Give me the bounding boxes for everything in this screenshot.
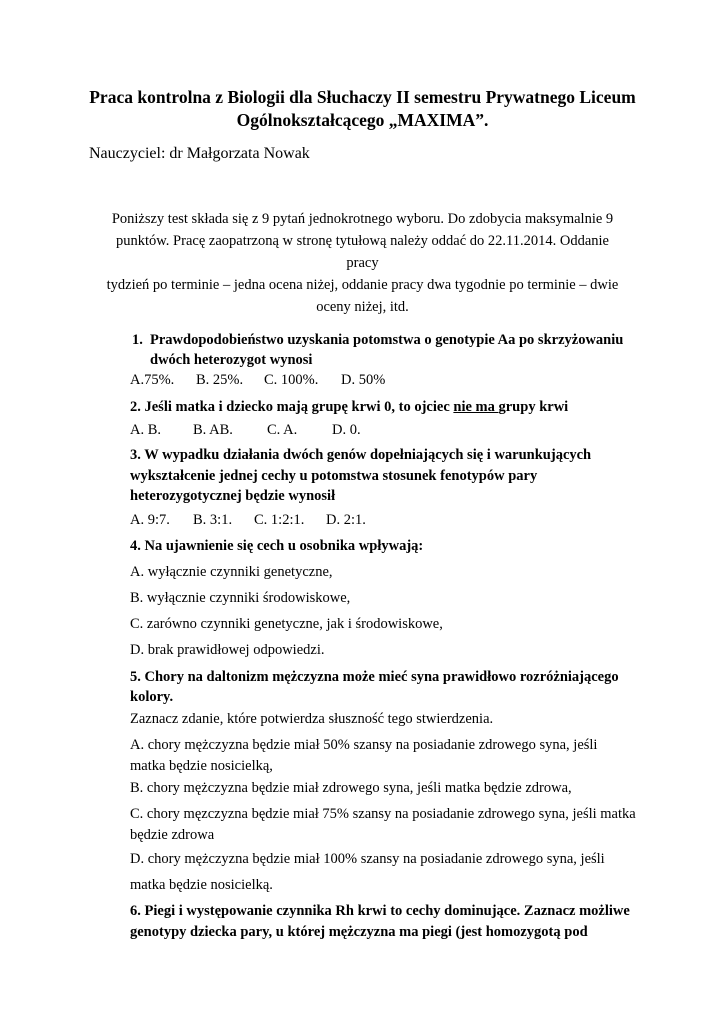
answer-option: D. 2:1. (326, 512, 366, 528)
question-number: 1. (132, 332, 143, 348)
question-text-line: 5. Chory na daltonizm mężczyzna może mieć syna prawidłowo rozróżniającego (130, 669, 619, 685)
question-text-line: 6. Piegi i występowanie czynnika Rh krwi to cechy dominujące. Zaznacz możliwe (130, 903, 630, 919)
answer-text-line: matka będzie nosicielką, (130, 758, 273, 774)
answer-option-c (130, 804, 636, 846)
teacher-name: Nauczyciel: dr Małgorzata Nowak (89, 145, 310, 162)
question-3 (130, 445, 690, 507)
question-text-line: heterozygotycznej będzie wynosił (130, 488, 336, 504)
answer-option: A. B. (130, 422, 162, 438)
question-text-line: genotypy dziecka pary, u której mężczyzna ma piegi (jest homozygotą pod (130, 924, 588, 940)
answer-option: D. 0. (332, 422, 361, 438)
answer-option: B. 25%. (196, 372, 244, 388)
intro-paragraph (100, 208, 625, 318)
answer-option: C. A. (267, 422, 298, 438)
intro-line: oceny niżej, itd. (316, 299, 409, 315)
answer-option: A. 9:7. (130, 512, 170, 528)
question-text: 2. Jeśli matka i dziecko mają grupę krwi 0, to ojciec (130, 399, 454, 415)
intro-line: punktów. Pracę zaopatrzoną w stronę tytułową należy oddać do 22.11.2014. Oddanie pracy (116, 233, 609, 271)
question-4: 4. Na ujawnienie się cech u osobnika wpływają: (130, 538, 424, 554)
question-text-line: kolory. (130, 689, 174, 705)
answer-option-d-line-1: D. chory mężczyzna będzie miał 100% szansy na posiadanie zdrowego syna, jeśli (130, 851, 605, 867)
question-text-line: Prawdopodobieństwo uzyskania potomstwa o genotypie Aa po skrzyżowaniu (150, 332, 624, 348)
question-text-line: dwóch heterozygot wynosi (150, 352, 313, 368)
answer-option: B. 3:1. (193, 512, 233, 528)
answer-option-a (130, 735, 597, 777)
answer-text-line: będzie zdrowa (130, 827, 215, 843)
question-3-options (130, 510, 366, 530)
question-1 (132, 330, 662, 370)
answer-option-a: A. wyłącznie czynniki genetyczne, (130, 564, 333, 580)
question-text: grupy krwi (498, 399, 569, 415)
question-text-line: wykształcenie jednej cechy u potomstwa stosunek fenotypów pary (130, 467, 538, 484)
title-line-1: Praca kontrolna z Biologii dla Słuchaczy II semestru Prywatnego Liceum (89, 87, 636, 107)
answer-option: C. 1:2:1. (254, 512, 305, 528)
answer-option: D. 50% (341, 372, 386, 388)
answer-option: A.75%. (130, 372, 175, 388)
intro-line: Poniższy test składa się z 9 pytań jednokrotnego wyboru. Do zdobycia maksymalnie 9 (111, 211, 614, 227)
question-2-options (130, 420, 361, 440)
answer-option: C. 100%. (264, 372, 319, 388)
answer-option: B. AB. (193, 422, 233, 438)
document-title (60, 86, 665, 132)
question-6 (130, 901, 700, 943)
question-5 (130, 667, 690, 707)
answer-option-b: B. chory mężczyzna będzie miał zdrowego syna, jeśli matka będzie zdrowa, (130, 780, 572, 796)
answer-text-line: C. chory męzczyzna będzie miał 75% szansy na posiadanie zdrowego syna, jeśli matka (130, 806, 636, 822)
answer-option-c: C. zarówno czynniki genetyczne, jak i środowiskowe, (130, 616, 443, 632)
answer-option-b: B. wyłącznie czynniki środowiskowe, (130, 590, 351, 606)
underlined-phrase: nie ma (453, 399, 499, 415)
intro-line: tydzień po terminie – jedna ocena niżej, oddanie pracy dwa tygodnie po terminie – dwie (106, 277, 619, 293)
question-text-line: 3. W wypadku działania dwóch genów dopełniających się i warunkujących (130, 447, 592, 463)
answer-text-line: A. chory mężczyzna będzie miał 50% szansy na posiadanie zdrowego syna, jeśli (130, 737, 598, 753)
title-line-2: Ogólnokształcącego „MAXIMA”. (236, 110, 489, 130)
question-1-options (130, 370, 385, 390)
question-2 (130, 397, 568, 417)
answer-option-d-line-2: matka będzie nosicielką. (130, 877, 273, 893)
question-5-instruction: Zaznacz zdanie, które potwierdza słuszność tego stwierdzenia. (130, 711, 494, 727)
answer-option-d: D. brak prawidłowej odpowiedzi. (130, 642, 325, 658)
